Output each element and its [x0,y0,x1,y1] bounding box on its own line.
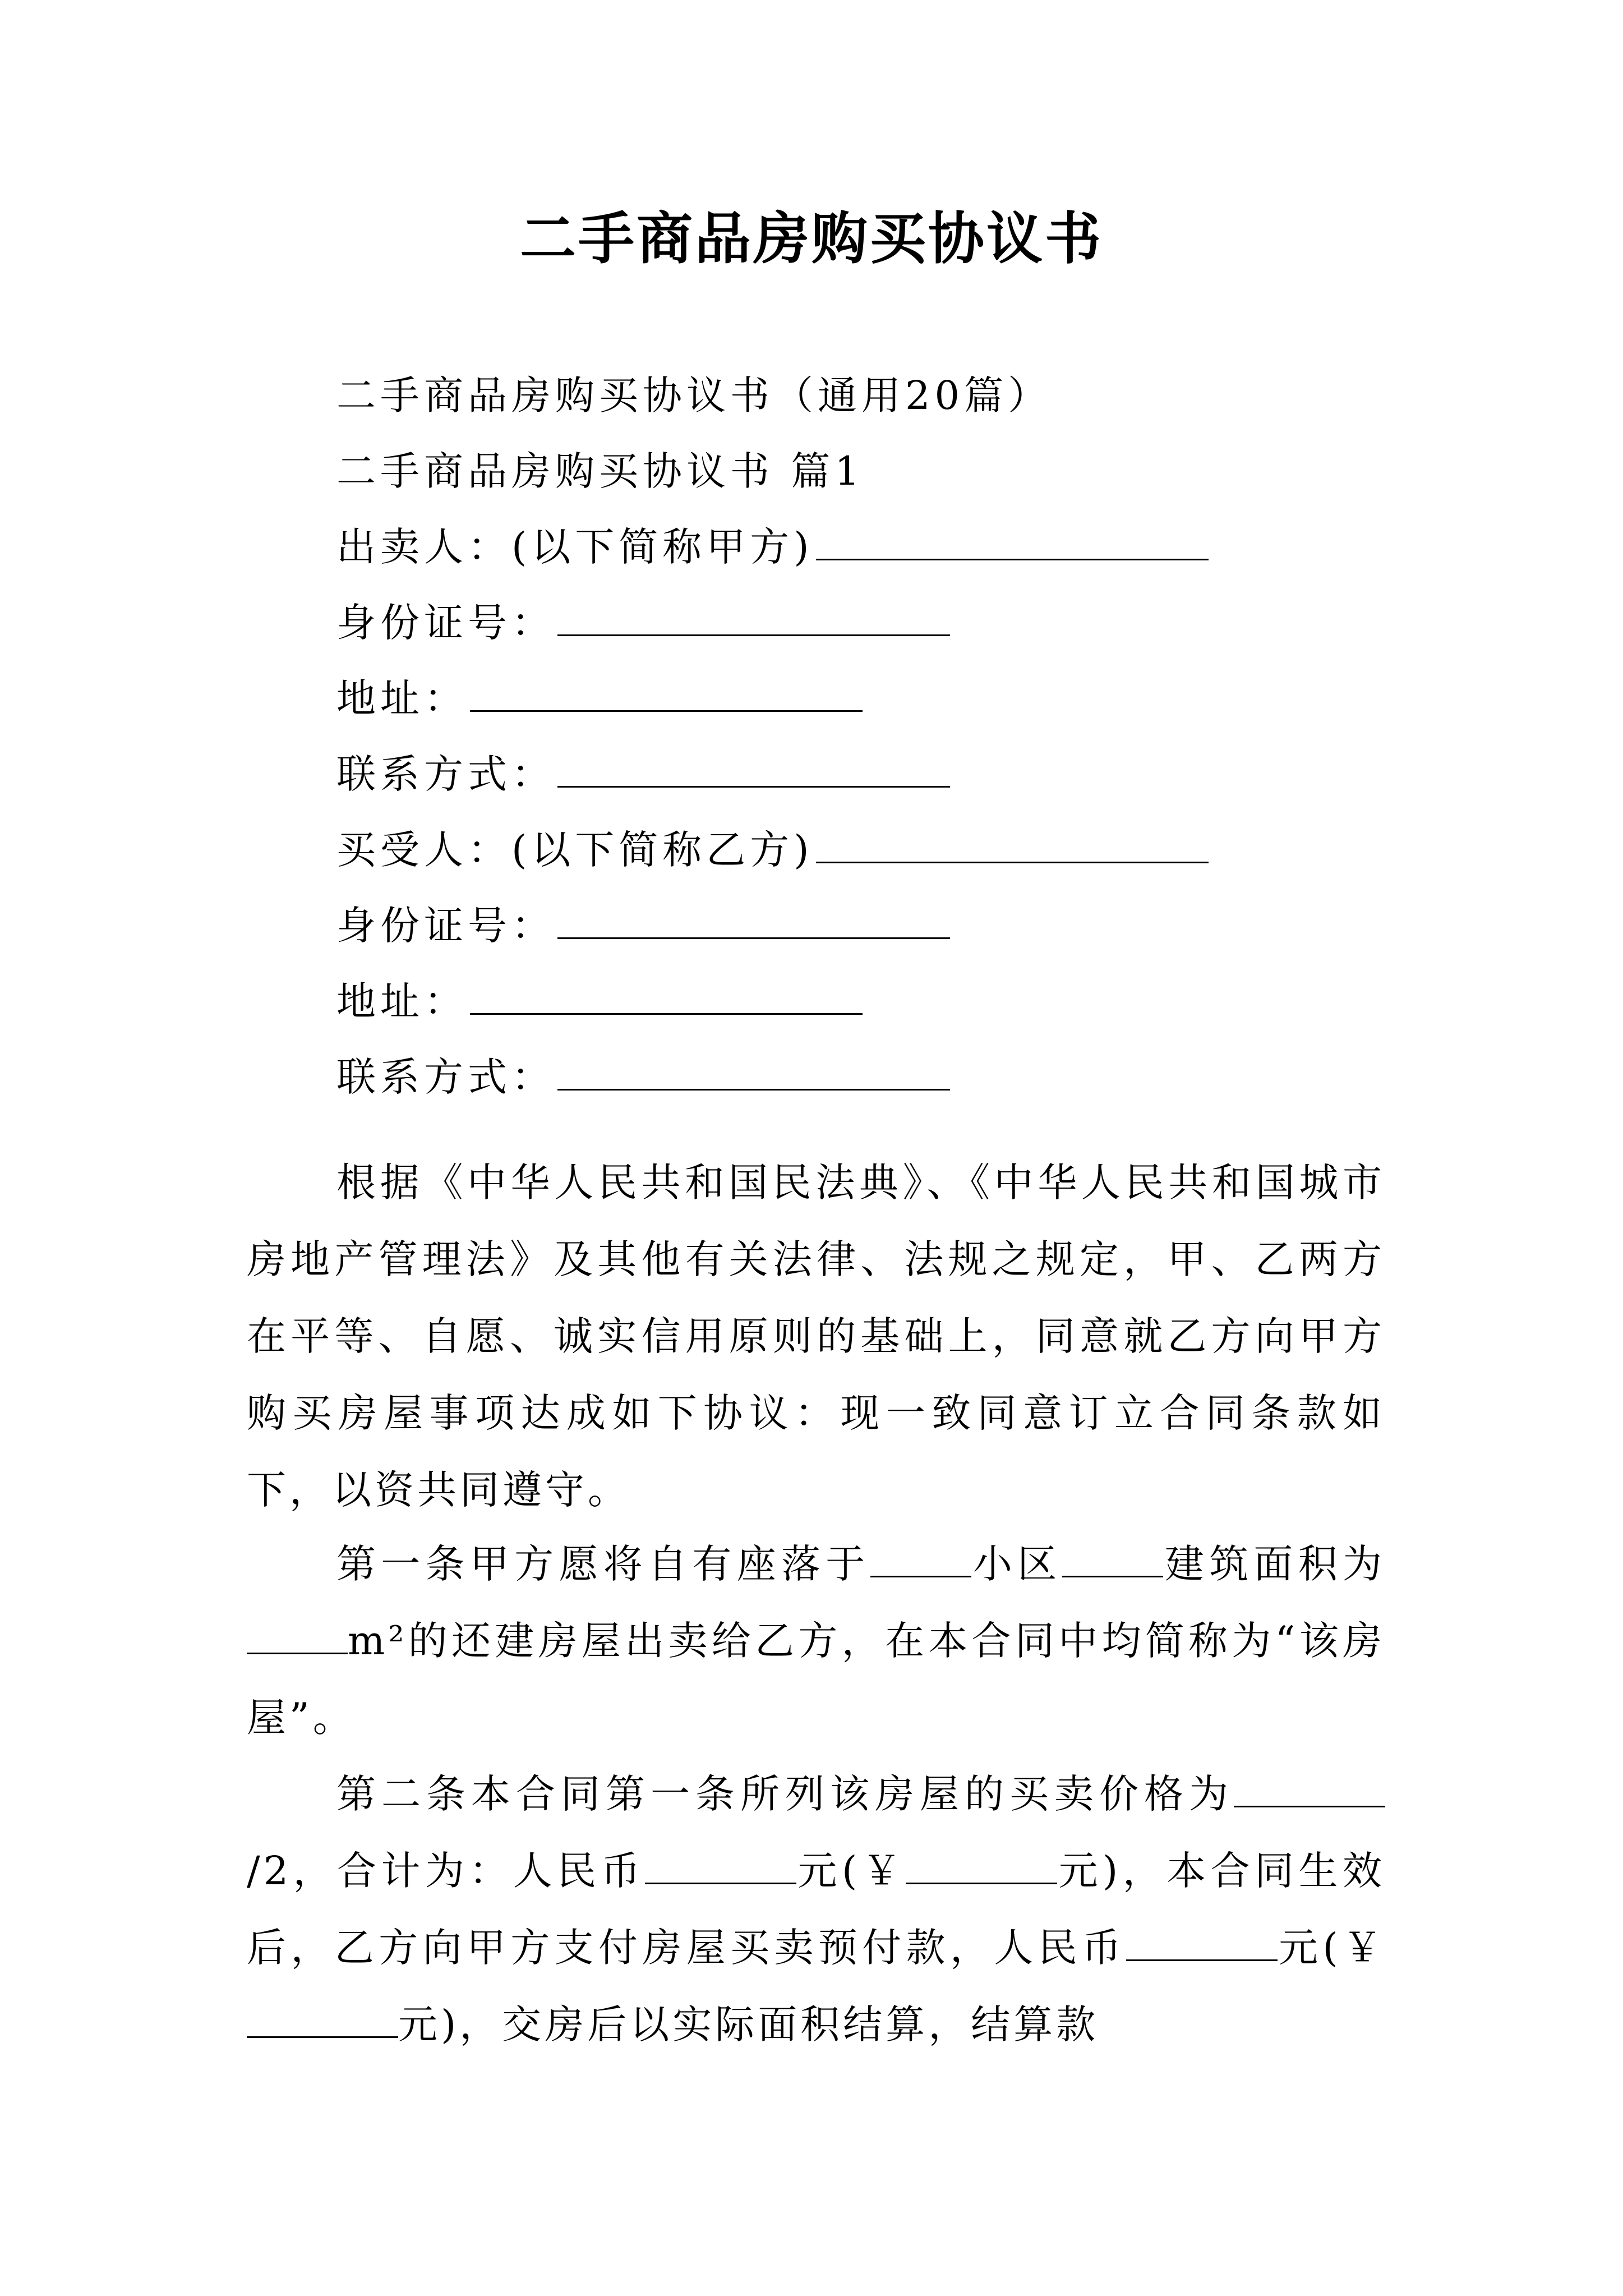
article-2-blank-prepay-num [247,2003,398,2038]
buyer-contact-row [336,1049,950,1105]
article-2-part-c: 元(￥ [796,1848,906,1894]
article-2-part-e: 元(￥ [1277,1925,1386,1971]
seller-id-row [336,595,950,651]
article-2-part-f: 元)，交房后以实际面积结算，结算款 [398,2001,1099,2047]
seller-contact-blank [557,747,950,788]
intro-paragraph: 根据《中华人民共和国民法典》、《中华人民共和国城市房地产管理法》及其他有关法律、法规之规定，甲、乙两方在平等、自愿、诚实信用原则的基础上，同意就乙方向甲方购买房屋事项达成如下协议：现一致同意订立合同条款如下，以资共同遵守。 [247,1159,1385,1513]
article-1-part-b: 小区 [971,1541,1062,1587]
seller-address-row [336,670,863,726]
section-heading: 二手商品房购买协议书 篇1 [336,448,864,494]
buyer-label: 买受人：(以下简称乙方) [336,827,814,873]
buyer-id-label: 身份证号： [336,903,555,949]
article-1-blank-location [870,1542,971,1577]
article-1-part-d: m²的还建房屋出卖给乙方，在本合同中均简称为“该房屋”。 [247,1618,1385,1741]
article-2-part-b: /2，合计为：人民币 [247,1848,645,1894]
buyer-id-row [336,898,950,954]
seller-contact-row [336,746,950,802]
seller-id-label: 身份证号： [336,600,555,646]
article-2-part-a: 第二条本合同第一条所列该房屋的买卖价格为 [336,1771,1234,1817]
article-1 [247,1526,1385,1756]
article-2-part-d: 元)，本合同生效后，乙方向甲方支付房屋买卖预付款，人民币 [247,1848,1386,1971]
article-1-blank-building [1062,1542,1163,1577]
seller-row [336,519,1209,575]
article-2-blank-prepay [1126,1926,1278,1961]
article-1-blank-area [247,1619,348,1654]
article-1-part-c: 建筑面积为 [1163,1541,1386,1587]
article-2-blank-total-num [906,1849,1057,1884]
buyer-address-label: 地址： [336,978,468,1024]
document-subtitle: 二手商品房购买协议书（通用20篇） [336,372,1052,418]
seller-address-blank [470,671,863,712]
article-2 [247,1756,1385,2063]
buyer-id-blank [557,898,950,939]
seller-id-blank [557,595,950,636]
buyer-address-blank [470,974,863,1015]
buyer-row [336,822,1209,878]
seller-contact-label: 联系方式： [336,751,555,797]
buyer-blank [816,822,1209,863]
buyer-address-row [336,973,863,1029]
buyer-contact-blank [557,1050,950,1091]
article-2-blank-total [645,1849,796,1884]
buyer-contact-label: 联系方式： [336,1054,555,1100]
article-2-blank-price [1234,1772,1385,1807]
seller-blank [816,519,1209,560]
seller-label: 出卖人：(以下简称甲方) [336,524,814,570]
document-title: 二手商品房购买协议书 [520,205,1103,272]
article-1-part-a: 第一条甲方愿将自有座落于 [336,1541,870,1587]
seller-address-label: 地址： [336,675,468,721]
